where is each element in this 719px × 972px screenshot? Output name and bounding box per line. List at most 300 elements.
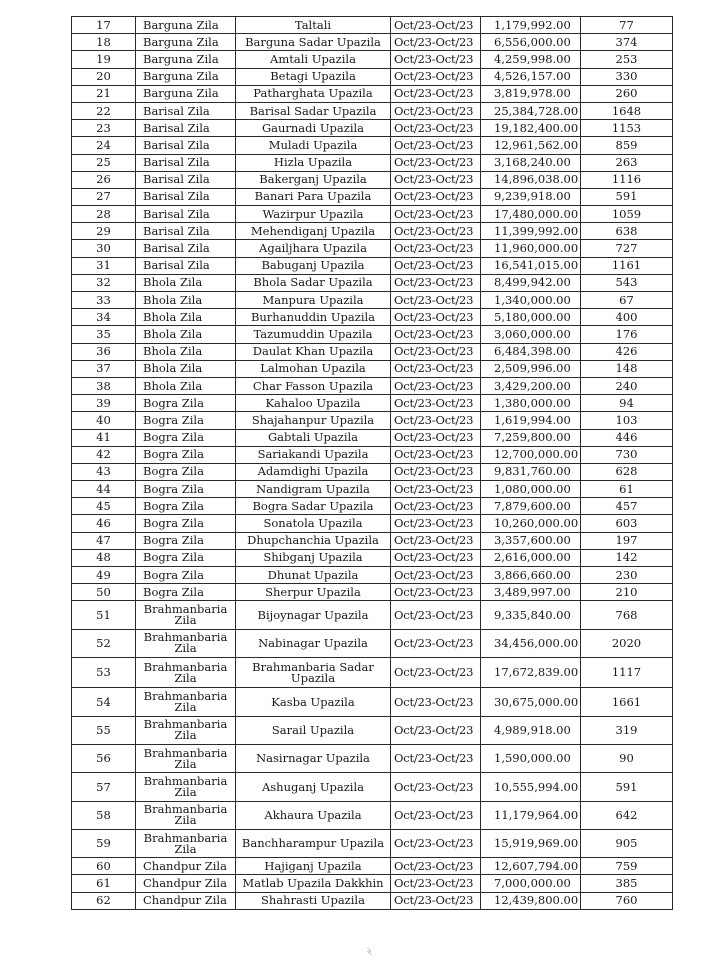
zila-cell: Brahmanbaria Zila bbox=[136, 688, 236, 716]
count-cell: 1117 bbox=[581, 657, 673, 688]
count-cell: 1116 bbox=[581, 171, 673, 188]
count-cell: 61 bbox=[581, 481, 673, 498]
period-cell: Oct/23-Oct/23 bbox=[391, 801, 481, 829]
count-cell: 197 bbox=[581, 532, 673, 549]
amount-cell: 12,439,800.00 bbox=[481, 892, 581, 909]
period-cell: Oct/23-Oct/23 bbox=[391, 481, 481, 498]
table-row bbox=[72, 515, 673, 532]
serial-cell: 55 bbox=[72, 716, 136, 744]
period-cell: Oct/23-Oct/23 bbox=[391, 892, 481, 909]
count-cell: 103 bbox=[581, 412, 673, 429]
count-cell: 230 bbox=[581, 567, 673, 584]
table-row bbox=[72, 51, 673, 68]
table-row bbox=[72, 120, 673, 137]
period-cell: Oct/23-Oct/23 bbox=[391, 85, 481, 102]
serial-cell: 19 bbox=[72, 51, 136, 68]
table-row bbox=[72, 240, 673, 257]
amount-cell: 3,168,240.00 bbox=[481, 154, 581, 171]
serial-cell: 35 bbox=[72, 326, 136, 343]
amount-cell: 2,616,000.00 bbox=[481, 549, 581, 566]
upazila-cell: Banari Para Upazila bbox=[236, 188, 391, 205]
upazila-cell: Shahrasti Upazila bbox=[236, 892, 391, 909]
count-cell: 638 bbox=[581, 223, 673, 240]
serial-cell: 28 bbox=[72, 206, 136, 223]
serial-cell: 30 bbox=[72, 240, 136, 257]
table-row bbox=[72, 274, 673, 291]
zila-cell: Bogra Zila bbox=[136, 429, 236, 446]
amount-cell: 7,879,600.00 bbox=[481, 498, 581, 515]
count-cell: 385 bbox=[581, 875, 673, 892]
amount-cell: 12,700,000.00 bbox=[481, 446, 581, 463]
serial-cell: 36 bbox=[72, 343, 136, 360]
period-cell: Oct/23-Oct/23 bbox=[391, 377, 481, 394]
period-cell: Oct/23-Oct/23 bbox=[391, 68, 481, 85]
period-cell: Oct/23-Oct/23 bbox=[391, 343, 481, 360]
amount-cell: 1,080,000.00 bbox=[481, 481, 581, 498]
zila-cell: Chandpur Zila bbox=[136, 892, 236, 909]
upazila-cell: Taltali bbox=[236, 17, 391, 34]
zila-cell: Barisal Zila bbox=[136, 188, 236, 205]
zila-cell: Barisal Zila bbox=[136, 257, 236, 274]
upazila-cell: Brahmanbaria Sadar Upazila bbox=[236, 657, 391, 688]
table-row bbox=[72, 601, 673, 629]
amount-cell: 10,260,000.00 bbox=[481, 515, 581, 532]
amount-cell: 11,179,964.00 bbox=[481, 801, 581, 829]
period-cell: Oct/23-Oct/23 bbox=[391, 745, 481, 773]
count-cell: 1059 bbox=[581, 206, 673, 223]
table-row bbox=[72, 688, 673, 716]
serial-cell: 59 bbox=[72, 829, 136, 857]
count-cell: 1661 bbox=[581, 688, 673, 716]
amount-cell: 10,555,994.00 bbox=[481, 773, 581, 801]
table-row bbox=[72, 360, 673, 377]
period-cell: Oct/23-Oct/23 bbox=[391, 240, 481, 257]
count-cell: 2020 bbox=[581, 629, 673, 657]
serial-cell: 26 bbox=[72, 171, 136, 188]
amount-cell: 1,590,000.00 bbox=[481, 745, 581, 773]
period-cell: Oct/23-Oct/23 bbox=[391, 498, 481, 515]
count-cell: 457 bbox=[581, 498, 673, 515]
upazila-cell: Dhunat Upazila bbox=[236, 567, 391, 584]
zila-cell: Bogra Zila bbox=[136, 515, 236, 532]
upazila-cell: Sariakandi Upazila bbox=[236, 446, 391, 463]
upazila-cell: Sherpur Upazila bbox=[236, 584, 391, 601]
zila-cell: Barisal Zila bbox=[136, 223, 236, 240]
zila-cell: Brahmanbaria Zila bbox=[136, 773, 236, 801]
amount-cell: 3,429,200.00 bbox=[481, 377, 581, 394]
serial-cell: 46 bbox=[72, 515, 136, 532]
amount-cell: 1,380,000.00 bbox=[481, 395, 581, 412]
table-row bbox=[72, 17, 673, 34]
period-cell: Oct/23-Oct/23 bbox=[391, 773, 481, 801]
upazila-cell: Banchharampur Upazila bbox=[236, 829, 391, 857]
count-cell: 760 bbox=[581, 892, 673, 909]
page-number: ২ bbox=[366, 946, 373, 957]
table-row bbox=[72, 429, 673, 446]
count-cell: 400 bbox=[581, 309, 673, 326]
zila-cell: Barisal Zila bbox=[136, 120, 236, 137]
amount-cell: 7,259,800.00 bbox=[481, 429, 581, 446]
serial-cell: 29 bbox=[72, 223, 136, 240]
upazila-cell: Hizla Upazila bbox=[236, 154, 391, 171]
serial-cell: 42 bbox=[72, 446, 136, 463]
table-row bbox=[72, 892, 673, 909]
period-cell: Oct/23-Oct/23 bbox=[391, 688, 481, 716]
period-cell: Oct/23-Oct/23 bbox=[391, 257, 481, 274]
zila-cell: Brahmanbaria Zila bbox=[136, 657, 236, 688]
amount-cell: 3,866,660.00 bbox=[481, 567, 581, 584]
zila-cell: Brahmanbaria Zila bbox=[136, 801, 236, 829]
count-cell: 263 bbox=[581, 154, 673, 171]
serial-cell: 21 bbox=[72, 85, 136, 102]
amount-cell: 3,819,978.00 bbox=[481, 85, 581, 102]
count-cell: 374 bbox=[581, 34, 673, 51]
amount-cell: 11,399,992.00 bbox=[481, 223, 581, 240]
table-row bbox=[72, 801, 673, 829]
period-cell: Oct/23-Oct/23 bbox=[391, 395, 481, 412]
upazila-cell: Babuganj Upazila bbox=[236, 257, 391, 274]
upazila-cell: Bijoynagar Upazila bbox=[236, 601, 391, 629]
amount-cell: 4,989,918.00 bbox=[481, 716, 581, 744]
serial-cell: 23 bbox=[72, 120, 136, 137]
serial-cell: 32 bbox=[72, 274, 136, 291]
amount-cell: 15,919,969.00 bbox=[481, 829, 581, 857]
zila-cell: Bhola Zila bbox=[136, 326, 236, 343]
period-cell: Oct/23-Oct/23 bbox=[391, 584, 481, 601]
count-cell: 446 bbox=[581, 429, 673, 446]
amount-cell: 3,357,600.00 bbox=[481, 532, 581, 549]
amount-cell: 1,340,000.00 bbox=[481, 292, 581, 309]
upazila-cell: Kasba Upazila bbox=[236, 688, 391, 716]
zila-cell: Barisal Zila bbox=[136, 206, 236, 223]
table-row bbox=[72, 137, 673, 154]
table-row bbox=[72, 68, 673, 85]
table-row bbox=[72, 875, 673, 892]
zila-cell: Barguna Zila bbox=[136, 17, 236, 34]
table-row bbox=[72, 498, 673, 515]
serial-cell: 34 bbox=[72, 309, 136, 326]
upazila-cell: Mehendiganj Upazila bbox=[236, 223, 391, 240]
period-cell: Oct/23-Oct/23 bbox=[391, 223, 481, 240]
period-cell: Oct/23-Oct/23 bbox=[391, 601, 481, 629]
amount-cell: 34,456,000.00 bbox=[481, 629, 581, 657]
upazila-cell: Barisal Sadar Upazila bbox=[236, 102, 391, 119]
zila-cell: Chandpur Zila bbox=[136, 875, 236, 892]
amount-cell: 17,480,000.00 bbox=[481, 206, 581, 223]
table-row bbox=[72, 481, 673, 498]
period-cell: Oct/23-Oct/23 bbox=[391, 326, 481, 343]
table-body bbox=[72, 17, 673, 910]
period-cell: Oct/23-Oct/23 bbox=[391, 154, 481, 171]
count-cell: 859 bbox=[581, 137, 673, 154]
upazila-cell: Tazumuddin Upazila bbox=[236, 326, 391, 343]
serial-cell: 44 bbox=[72, 481, 136, 498]
upazila-cell: Gabtali Upazila bbox=[236, 429, 391, 446]
count-cell: 905 bbox=[581, 829, 673, 857]
upazila-cell: Wazirpur Upazila bbox=[236, 206, 391, 223]
upazila-cell: Betagi Upazila bbox=[236, 68, 391, 85]
serial-cell: 27 bbox=[72, 188, 136, 205]
table-row bbox=[72, 412, 673, 429]
upazila-cell: Shibganj Upazila bbox=[236, 549, 391, 566]
period-cell: Oct/23-Oct/23 bbox=[391, 875, 481, 892]
period-cell: Oct/23-Oct/23 bbox=[391, 858, 481, 875]
upazila-cell: Shajahanpur Upazila bbox=[236, 412, 391, 429]
zila-cell: Bogra Zila bbox=[136, 567, 236, 584]
upazila-cell: Bogra Sadar Upazila bbox=[236, 498, 391, 515]
count-cell: 1161 bbox=[581, 257, 673, 274]
period-cell: Oct/23-Oct/23 bbox=[391, 412, 481, 429]
upazila-cell: Manpura Upazila bbox=[236, 292, 391, 309]
table-row bbox=[72, 292, 673, 309]
amount-cell: 30,675,000.00 bbox=[481, 688, 581, 716]
amount-cell: 7,000,000.00 bbox=[481, 875, 581, 892]
zila-cell: Barguna Zila bbox=[136, 85, 236, 102]
serial-cell: 49 bbox=[72, 567, 136, 584]
count-cell: 77 bbox=[581, 17, 673, 34]
amount-cell: 5,180,000.00 bbox=[481, 309, 581, 326]
amount-cell: 8,499,942.00 bbox=[481, 274, 581, 291]
table-row bbox=[72, 102, 673, 119]
upazila-cell: Nasirnagar Upazila bbox=[236, 745, 391, 773]
serial-cell: 48 bbox=[72, 549, 136, 566]
serial-cell: 47 bbox=[72, 532, 136, 549]
zila-cell: Bogra Zila bbox=[136, 584, 236, 601]
zila-cell: Barisal Zila bbox=[136, 137, 236, 154]
table-row bbox=[72, 257, 673, 274]
table-row bbox=[72, 377, 673, 394]
zila-cell: Brahmanbaria Zila bbox=[136, 829, 236, 857]
period-cell: Oct/23-Oct/23 bbox=[391, 120, 481, 137]
period-cell: Oct/23-Oct/23 bbox=[391, 206, 481, 223]
amount-cell: 19,182,400.00 bbox=[481, 120, 581, 137]
serial-cell: 61 bbox=[72, 875, 136, 892]
amount-cell: 12,607,794.00 bbox=[481, 858, 581, 875]
serial-cell: 56 bbox=[72, 745, 136, 773]
serial-cell: 54 bbox=[72, 688, 136, 716]
table-row bbox=[72, 85, 673, 102]
period-cell: Oct/23-Oct/23 bbox=[391, 292, 481, 309]
upazila-cell: Hajiganj Upazila bbox=[236, 858, 391, 875]
period-cell: Oct/23-Oct/23 bbox=[391, 274, 481, 291]
period-cell: Oct/23-Oct/23 bbox=[391, 567, 481, 584]
table-row bbox=[72, 549, 673, 566]
amount-cell: 14,896,038.00 bbox=[481, 171, 581, 188]
upazila-cell: Bhola Sadar Upazila bbox=[236, 274, 391, 291]
count-cell: 591 bbox=[581, 188, 673, 205]
upazila-cell: Daulat Khan Upazila bbox=[236, 343, 391, 360]
table-row bbox=[72, 716, 673, 744]
serial-cell: 50 bbox=[72, 584, 136, 601]
period-cell: Oct/23-Oct/23 bbox=[391, 17, 481, 34]
serial-cell: 52 bbox=[72, 629, 136, 657]
amount-cell: 6,556,000.00 bbox=[481, 34, 581, 51]
table-row bbox=[72, 154, 673, 171]
zila-cell: Bhola Zila bbox=[136, 292, 236, 309]
table-row bbox=[72, 629, 673, 657]
zila-cell: Bogra Zila bbox=[136, 481, 236, 498]
period-cell: Oct/23-Oct/23 bbox=[391, 532, 481, 549]
period-cell: Oct/23-Oct/23 bbox=[391, 309, 481, 326]
upazila-cell: Lalmohan Upazila bbox=[236, 360, 391, 377]
upazila-cell: Nandigram Upazila bbox=[236, 481, 391, 498]
serial-cell: 40 bbox=[72, 412, 136, 429]
period-cell: Oct/23-Oct/23 bbox=[391, 629, 481, 657]
period-cell: Oct/23-Oct/23 bbox=[391, 188, 481, 205]
zila-cell: Brahmanbaria Zila bbox=[136, 601, 236, 629]
amount-cell: 11,960,000.00 bbox=[481, 240, 581, 257]
count-cell: 1648 bbox=[581, 102, 673, 119]
period-cell: Oct/23-Oct/23 bbox=[391, 515, 481, 532]
amount-cell: 17,672,839.00 bbox=[481, 657, 581, 688]
amount-cell: 3,060,000.00 bbox=[481, 326, 581, 343]
serial-cell: 58 bbox=[72, 801, 136, 829]
upazila-cell: Bakerganj Upazila bbox=[236, 171, 391, 188]
zila-cell: Bogra Zila bbox=[136, 463, 236, 480]
zila-cell: Bogra Zila bbox=[136, 412, 236, 429]
zila-cell: Barisal Zila bbox=[136, 171, 236, 188]
upazila-cell: Burhanuddin Upazila bbox=[236, 309, 391, 326]
zila-cell: Chandpur Zila bbox=[136, 858, 236, 875]
count-cell: 260 bbox=[581, 85, 673, 102]
table-row bbox=[72, 584, 673, 601]
count-cell: 330 bbox=[581, 68, 673, 85]
upazila-cell: Muladi Upazila bbox=[236, 137, 391, 154]
table-row bbox=[72, 188, 673, 205]
upazila-cell: Amtali Upazila bbox=[236, 51, 391, 68]
serial-cell: 38 bbox=[72, 377, 136, 394]
zila-cell: Brahmanbaria Zila bbox=[136, 716, 236, 744]
zila-cell: Barguna Zila bbox=[136, 68, 236, 85]
count-cell: 210 bbox=[581, 584, 673, 601]
amount-cell: 1,179,992.00 bbox=[481, 17, 581, 34]
count-cell: 543 bbox=[581, 274, 673, 291]
count-cell: 730 bbox=[581, 446, 673, 463]
upazila-cell: Akhaura Upazila bbox=[236, 801, 391, 829]
table-row bbox=[72, 34, 673, 51]
count-cell: 759 bbox=[581, 858, 673, 875]
zila-cell: Bhola Zila bbox=[136, 309, 236, 326]
upazila-cell: Kahaloo Upazila bbox=[236, 395, 391, 412]
amount-cell: 4,526,157.00 bbox=[481, 68, 581, 85]
amount-cell: 9,239,918.00 bbox=[481, 188, 581, 205]
table-row bbox=[72, 446, 673, 463]
period-cell: Oct/23-Oct/23 bbox=[391, 137, 481, 154]
count-cell: 319 bbox=[581, 716, 673, 744]
serial-cell: 60 bbox=[72, 858, 136, 875]
period-cell: Oct/23-Oct/23 bbox=[391, 360, 481, 377]
table-row bbox=[72, 309, 673, 326]
amount-cell: 3,489,997.00 bbox=[481, 584, 581, 601]
table-row bbox=[72, 657, 673, 688]
upazila-cell: Agailjhara Upazila bbox=[236, 240, 391, 257]
count-cell: 603 bbox=[581, 515, 673, 532]
upazila-cell: Dhupchanchia Upazila bbox=[236, 532, 391, 549]
count-cell: 240 bbox=[581, 377, 673, 394]
count-cell: 768 bbox=[581, 601, 673, 629]
amount-cell: 9,831,760.00 bbox=[481, 463, 581, 480]
serial-cell: 57 bbox=[72, 773, 136, 801]
serial-cell: 24 bbox=[72, 137, 136, 154]
zila-cell: Brahmanbaria Zila bbox=[136, 745, 236, 773]
upazila-cell: Sarail Upazila bbox=[236, 716, 391, 744]
serial-cell: 41 bbox=[72, 429, 136, 446]
upazila-cell: Barguna Sadar Upazila bbox=[236, 34, 391, 51]
table-row bbox=[72, 206, 673, 223]
serial-cell: 20 bbox=[72, 68, 136, 85]
zila-cell: Barisal Zila bbox=[136, 102, 236, 119]
serial-cell: 39 bbox=[72, 395, 136, 412]
zila-cell: Bogra Zila bbox=[136, 446, 236, 463]
upazila-cell: Patharghata Upazila bbox=[236, 85, 391, 102]
count-cell: 727 bbox=[581, 240, 673, 257]
period-cell: Oct/23-Oct/23 bbox=[391, 446, 481, 463]
period-cell: Oct/23-Oct/23 bbox=[391, 829, 481, 857]
upazila-cell: Matlab Upazila Dakkhin bbox=[236, 875, 391, 892]
period-cell: Oct/23-Oct/23 bbox=[391, 429, 481, 446]
table-row bbox=[72, 326, 673, 343]
table-row bbox=[72, 745, 673, 773]
serial-cell: 17 bbox=[72, 17, 136, 34]
period-cell: Oct/23-Oct/23 bbox=[391, 102, 481, 119]
serial-cell: 33 bbox=[72, 292, 136, 309]
amount-cell: 9,335,840.00 bbox=[481, 601, 581, 629]
serial-cell: 43 bbox=[72, 463, 136, 480]
amount-cell: 16,541,015.00 bbox=[481, 257, 581, 274]
amount-cell: 4,259,998.00 bbox=[481, 51, 581, 68]
count-cell: 67 bbox=[581, 292, 673, 309]
upazila-cell: Adamdighi Upazila bbox=[236, 463, 391, 480]
table-row bbox=[72, 343, 673, 360]
upazila-cell: Sonatola Upazila bbox=[236, 515, 391, 532]
count-cell: 642 bbox=[581, 801, 673, 829]
amount-cell: 6,484,398.00 bbox=[481, 343, 581, 360]
zila-cell: Barguna Zila bbox=[136, 34, 236, 51]
zila-cell: Bhola Zila bbox=[136, 360, 236, 377]
period-cell: Oct/23-Oct/23 bbox=[391, 171, 481, 188]
table-row bbox=[72, 773, 673, 801]
amount-cell: 25,384,728.00 bbox=[481, 102, 581, 119]
amount-cell: 2,509,996.00 bbox=[481, 360, 581, 377]
upazila-cell: Char Fasson Upazila bbox=[236, 377, 391, 394]
count-cell: 1153 bbox=[581, 120, 673, 137]
zila-cell: Bhola Zila bbox=[136, 274, 236, 291]
period-cell: Oct/23-Oct/23 bbox=[391, 51, 481, 68]
serial-cell: 37 bbox=[72, 360, 136, 377]
table-row bbox=[72, 858, 673, 875]
zila-cell: Bogra Zila bbox=[136, 532, 236, 549]
table-row bbox=[72, 223, 673, 240]
serial-cell: 53 bbox=[72, 657, 136, 688]
zila-cell: Barguna Zila bbox=[136, 51, 236, 68]
zila-cell: Bhola Zila bbox=[136, 343, 236, 360]
upazila-cell: Nabinagar Upazila bbox=[236, 629, 391, 657]
serial-cell: 51 bbox=[72, 601, 136, 629]
count-cell: 176 bbox=[581, 326, 673, 343]
count-cell: 90 bbox=[581, 745, 673, 773]
count-cell: 148 bbox=[581, 360, 673, 377]
serial-cell: 18 bbox=[72, 34, 136, 51]
upazila-cell: Ashuganj Upazila bbox=[236, 773, 391, 801]
table-row bbox=[72, 171, 673, 188]
zila-cell: Bhola Zila bbox=[136, 377, 236, 394]
serial-cell: 31 bbox=[72, 257, 136, 274]
count-cell: 628 bbox=[581, 463, 673, 480]
period-cell: Oct/23-Oct/23 bbox=[391, 716, 481, 744]
zila-cell: Barisal Zila bbox=[136, 154, 236, 171]
period-cell: Oct/23-Oct/23 bbox=[391, 34, 481, 51]
zila-cell: Barisal Zila bbox=[136, 240, 236, 257]
